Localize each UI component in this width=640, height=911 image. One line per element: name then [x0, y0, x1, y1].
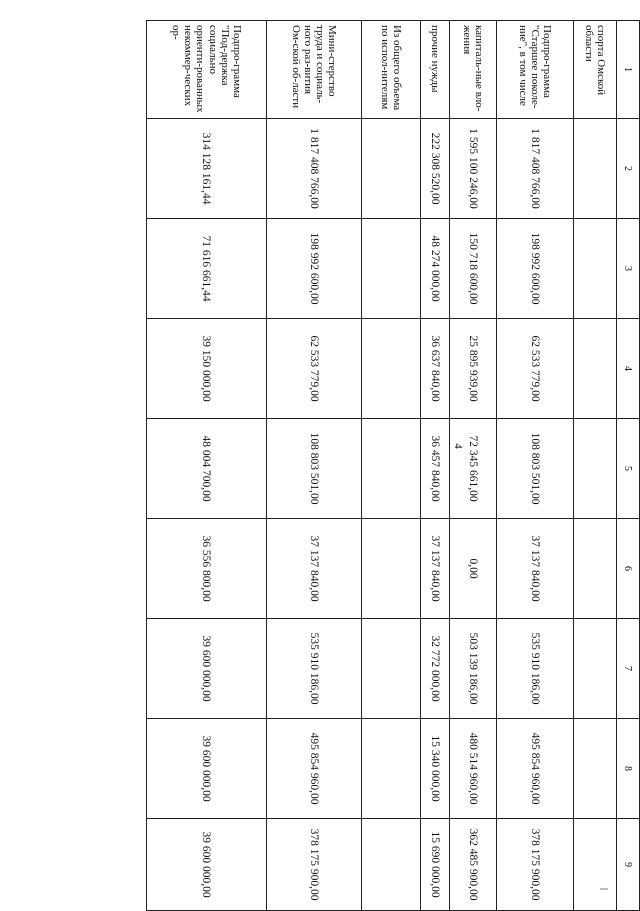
- table-cell: [574, 219, 617, 319]
- table-cell: 39 150 000,00: [147, 319, 267, 419]
- table-cell: 198 992 600,00: [267, 219, 362, 319]
- table-cell: 1 817 408 766,00: [267, 119, 362, 219]
- table-header-row: [617, 21, 640, 911]
- table-cell: 480 514 960,00: [450, 719, 497, 819]
- table-cell: 25 895 939,00: [450, 319, 497, 419]
- table-cell: [362, 119, 421, 219]
- table-cell: 362 485 900,00: [450, 819, 497, 911]
- table-cell: 71 616 661,44: [147, 219, 267, 319]
- table-row: [421, 21, 450, 911]
- table-cell: 37 137 840,00: [497, 519, 574, 619]
- column-header: 3: [617, 219, 640, 319]
- table-cell: [574, 319, 617, 419]
- table-row: [574, 21, 617, 911]
- row-label: капиталь-ные вло-жения: [450, 21, 497, 119]
- table-cell: 535 910 186,00: [267, 619, 362, 719]
- table-cell: [574, 519, 617, 619]
- table-cell: 72 345 661,00: [450, 419, 497, 519]
- table-cell: [574, 719, 617, 819]
- table-cell: 37 137 840,00: [267, 519, 362, 619]
- row-label: Подпро-грамма "Старшее поколе-ние", в том числе: [497, 21, 574, 119]
- scan-mark: [600, 888, 608, 890]
- table-row: [267, 21, 362, 911]
- table-cell: 32 772 000,00: [421, 619, 450, 719]
- table-cell: 39 600 000,00: [147, 719, 267, 819]
- table-cell: [574, 419, 617, 519]
- table-cell: [362, 819, 421, 911]
- row-label: прочие нужды: [421, 21, 450, 119]
- table-cell: 1 817 408 766,00: [497, 119, 574, 219]
- column-header: 1: [617, 21, 640, 119]
- table-cell: 314 128 161,44: [147, 119, 267, 219]
- table-cell: 378 175 900,00: [497, 819, 574, 911]
- table-cell: [362, 519, 421, 619]
- table-cell: 62 533 779,00: [497, 319, 574, 419]
- table-cell: 62 533 779,00: [267, 319, 362, 419]
- page-number: 4: [451, 443, 464, 449]
- table-cell: [362, 319, 421, 419]
- table-cell: 503 139 186,00: [450, 619, 497, 719]
- table-cell: [362, 219, 421, 319]
- budget-table: [146, 20, 640, 911]
- column-header: 7: [617, 619, 640, 719]
- table-cell: 378 175 900,00: [267, 819, 362, 911]
- rotated-table-container: [80, 20, 640, 910]
- row-label: Подпро-грамма "Под-держка социально ориенти-рованных некоммер-ческих ор-: [147, 21, 267, 119]
- table-row: [497, 21, 574, 911]
- table-cell: 222 308 520,00: [421, 119, 450, 219]
- table-cell: 495 854 960,00: [497, 719, 574, 819]
- column-header: 9: [617, 819, 640, 911]
- column-header: 5: [617, 419, 640, 519]
- table-cell: [574, 119, 617, 219]
- table-cell: [362, 719, 421, 819]
- table-cell: [574, 619, 617, 719]
- table-cell: [574, 819, 617, 911]
- table-cell: 48 004 700,00: [147, 419, 267, 519]
- column-header: 2: [617, 119, 640, 219]
- table-cell: 39 600 000,00: [147, 819, 267, 911]
- table-row: [147, 21, 267, 911]
- table-cell: 37 137 840,00: [421, 519, 450, 619]
- table-cell: 36 637 840,00: [421, 319, 450, 419]
- table-cell: 150 718 600,00: [450, 219, 497, 319]
- table-cell: [362, 419, 421, 519]
- table-row: [362, 21, 421, 911]
- column-header: 8: [617, 719, 640, 819]
- table-cell: 36 457 840,00: [421, 419, 450, 519]
- row-label: Из общего объема по испол-нителям: [362, 21, 421, 119]
- table-cell: 535 910 186,00: [497, 619, 574, 719]
- column-header: 4: [617, 319, 640, 419]
- table-cell: 495 854 960,00: [267, 719, 362, 819]
- table-cell: 15 690 000,00: [421, 819, 450, 911]
- row-label: спорта Омской области: [574, 21, 617, 119]
- column-header: 6: [617, 519, 640, 619]
- table-cell: 36 556 800,00: [147, 519, 267, 619]
- table-cell: 0,00: [450, 519, 497, 619]
- table-cell: [362, 619, 421, 719]
- table-cell: 108 803 501,00: [267, 419, 362, 519]
- table-cell: 1 595 100 246,00: [450, 119, 497, 219]
- table-cell: 48 274 000,00: [421, 219, 450, 319]
- table-cell: 15 340 000,00: [421, 719, 450, 819]
- table-cell: 39 600 000,00: [147, 619, 267, 719]
- table-cell: 198 992 600,00: [497, 219, 574, 319]
- table-row: [450, 21, 497, 911]
- row-label: Мини-стерство труда и социаль-ного раз-вития Ом-ской об-ласти: [267, 21, 362, 119]
- table-cell: 108 803 501,00: [497, 419, 574, 519]
